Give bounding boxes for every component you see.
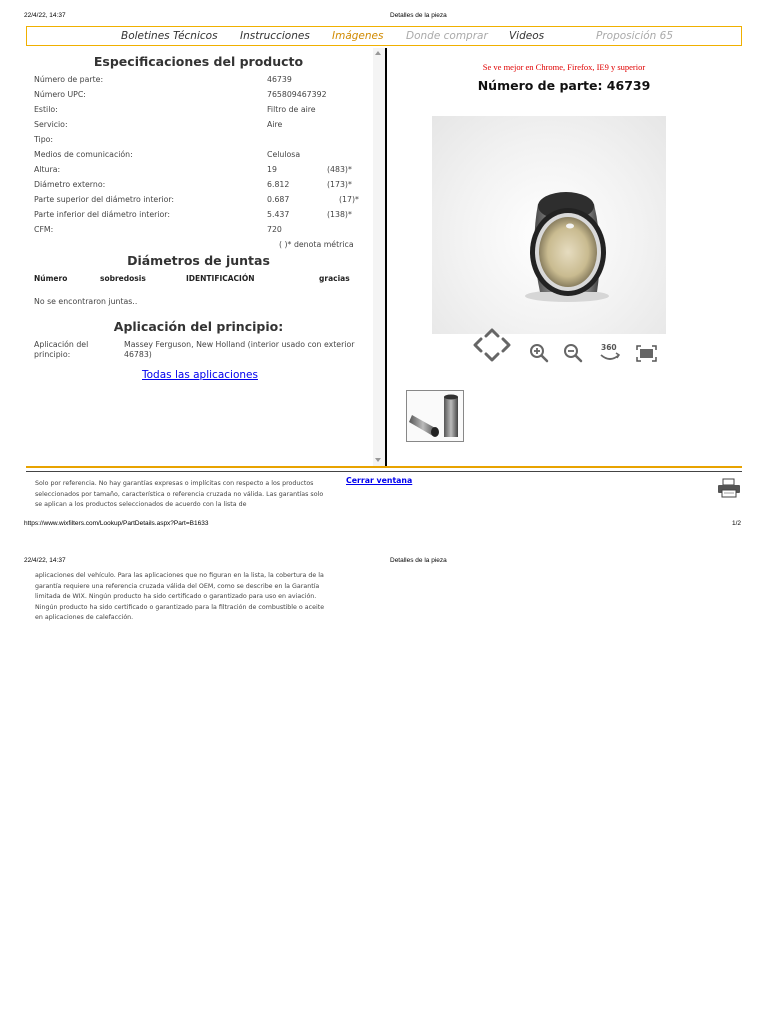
browser-note: Se ve mejor en Chrome, Firefox, IE9 y superior xyxy=(482,62,646,72)
spec-label: Estilo: xyxy=(34,105,58,114)
close-window-link[interactable]: Cerrar ventana xyxy=(346,476,413,485)
disclaimer-text: Solo por referencia. No hay garantías expresas o implícitas con respecto a los productos seleccionados por tamaño, característica o referencia cruzada no válida. Las garantías solo se aplican a los productos seleccionados de acuerdo con la lista de xyxy=(35,480,324,508)
spec-metric: (17)* xyxy=(339,195,359,204)
nav-instrucciones[interactable]: Instrucciones xyxy=(240,30,310,42)
spec-label: Altura: xyxy=(34,165,61,174)
application-value: Massey Ferguson, New Holland (interior usado con exterior 46783) xyxy=(124,340,355,359)
nav-imagenes[interactable]: Imágenes xyxy=(332,30,384,42)
disclaimer-continued: aplicaciones del vehículo. Para las aplicaciones que no figuran en la lista, la cobertura de la garantía requiere una referencia cruzada válida del OEM, como se describe en la Garantía limitada de WIX. Ningún producto ha sido certificado o garantizado para uso en aviación. Ningún producto ha sido certificado o garantizado para la filtración de combustible o aceite en aplicaciones de calefacción. xyxy=(35,572,325,621)
spec-value: 46739 xyxy=(267,75,292,84)
spec-value: 6.812 xyxy=(267,180,290,189)
print-title: Detalles de la pieza xyxy=(390,12,447,19)
spec-value: 19 xyxy=(267,165,277,174)
scroll-down-icon[interactable] xyxy=(375,458,381,462)
footer-divider-bottom xyxy=(26,471,742,472)
thumbnail-image[interactable] xyxy=(406,390,464,442)
spec-label: Número UPC: xyxy=(34,90,86,99)
spec-value: Filtro de aire xyxy=(267,105,316,114)
metric-note: ( )* denota métrica xyxy=(279,240,354,249)
gasket-col-identificacion: IDENTIFICACIÓN xyxy=(186,274,255,283)
spec-value: Celulosa xyxy=(267,150,301,159)
spec-label: Diámetro externo: xyxy=(34,180,106,189)
spec-label: Medios de comunicación: xyxy=(34,150,133,159)
nav-donde-comprar[interactable]: Donde comprar xyxy=(406,30,488,42)
print-url: https://www.wixfilters.com/Lookup/PartDetails.aspx?Part=B1633 xyxy=(24,520,209,527)
zoom-out-icon[interactable] xyxy=(563,343,583,363)
footer-divider-top xyxy=(26,466,742,468)
part-number-title: Número de parte: 46739 xyxy=(477,78,651,93)
spec-value: 5.437 xyxy=(267,210,290,219)
thumbnail-filters xyxy=(407,391,463,441)
zoom-in-icon[interactable] xyxy=(529,343,549,363)
print-datetime-page2: 22/4/22, 14:37 xyxy=(24,557,66,564)
nav-boletines-tecnicos[interactable]: Boletines Técnicos xyxy=(121,30,218,42)
product-image[interactable] xyxy=(432,116,666,334)
spec-label: Parte inferior del diámetro interior: xyxy=(34,210,170,219)
print-page-number: 1/2 xyxy=(732,520,742,527)
spec-label: Tipo: xyxy=(34,135,54,144)
nav-videos[interactable]: Videos xyxy=(509,30,545,42)
spec-label: Parte superior del diámetro interior: xyxy=(34,195,175,204)
spec-value: Aire xyxy=(267,120,283,129)
gasket-col-numero: Número xyxy=(34,274,68,283)
fullscreen-icon[interactable] xyxy=(636,345,657,362)
spec-value: 0.687 xyxy=(267,195,290,204)
application-label: Aplicación del principio: xyxy=(34,340,89,359)
nav-bar xyxy=(26,26,742,46)
move-icon[interactable] xyxy=(473,328,511,362)
spec-metric: (173)* xyxy=(327,180,352,189)
print-title-page2: Detalles de la pieza xyxy=(390,557,447,564)
panel-divider xyxy=(385,48,387,466)
scroll-up-icon[interactable] xyxy=(375,51,381,55)
air-filter-image xyxy=(432,116,666,334)
printer-icon[interactable] xyxy=(717,478,741,498)
spec-metric: (483)* xyxy=(327,165,352,174)
specs-title: Especificaciones del producto xyxy=(93,54,304,69)
spec-label: CFM: xyxy=(34,225,54,234)
gaskets-empty: No se encontraron juntas.. xyxy=(34,297,138,306)
all-applications-link[interactable]: Todas las aplicaciones xyxy=(142,369,258,381)
spec-label: Número de parte: xyxy=(34,75,104,84)
specs-scrollbar[interactable] xyxy=(373,48,385,466)
spec-value: 720 xyxy=(267,225,282,234)
rotate-360-label: 360 xyxy=(601,343,617,352)
spec-value: 765809467392 xyxy=(267,90,327,99)
application-title: Aplicación del principio: xyxy=(113,319,284,334)
specs-panel xyxy=(26,48,386,466)
gaskets-title: Diámetros de juntas xyxy=(127,253,270,268)
print-datetime: 22/4/22, 14:37 xyxy=(24,12,66,19)
gasket-col-gracias: gracias xyxy=(319,274,350,283)
spec-label: Servicio: xyxy=(34,120,68,129)
nav-proposicion-65[interactable]: Proposición 65 xyxy=(596,30,674,42)
spec-metric: (138)* xyxy=(327,210,352,219)
rotate-360-icon[interactable] xyxy=(598,343,622,363)
gasket-col-sobredosis: sobredosis xyxy=(100,274,146,283)
